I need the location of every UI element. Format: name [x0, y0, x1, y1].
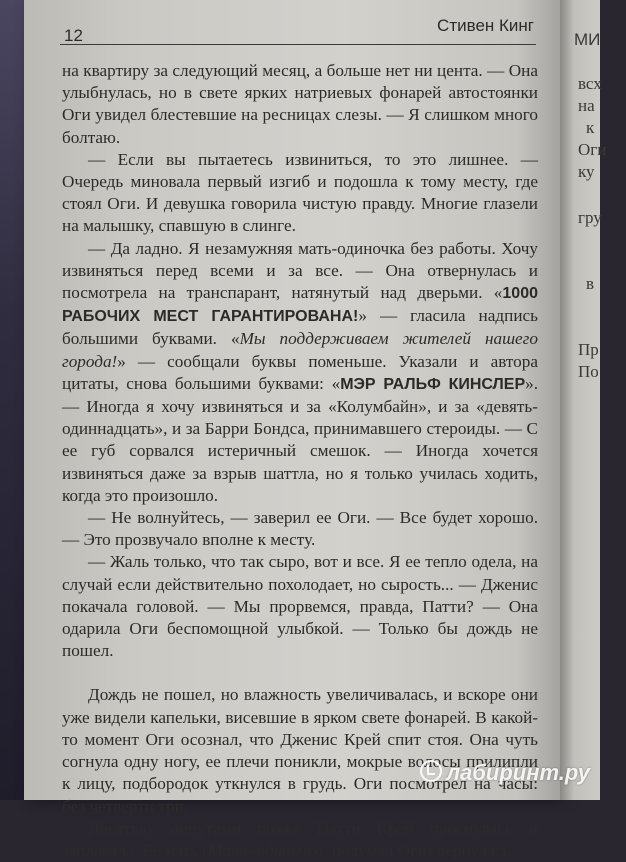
adjacent-line: Пр: [578, 340, 599, 359]
adjacent-page-heading: МИ: [574, 30, 601, 49]
watermark-text: лабиринт.ру: [446, 760, 590, 785]
italic-phrase: Мать-одиночка: [208, 840, 324, 860]
banner-subtext: Мы поддерживаем жителей нашего города!: [62, 329, 538, 371]
paragraph-3-text-g: ». — Иногда я хочу извиняться и за «Колумбайн», и за «девять-одиннадцать», и за Барри Бондса, принимавшего стероиды. — С ее губ сорвался истеричный смешок. — Иногда хочется извиняться даже за взрыв шаттла, но я только училась ходить, когда это произошло.: [62, 373, 539, 505]
adjacent-line: гру: [578, 208, 602, 227]
body-text: [62, 60, 538, 862]
mayor-name: МЭР РАЛЬФ КИНСЛЕР: [340, 375, 526, 393]
paragraph-3: [62, 238, 538, 507]
paragraph-3-text-c: » — гласила надпись большими буквами. «: [62, 306, 538, 349]
watermark: [420, 760, 590, 786]
paragraph-6: Дождь не пошел, но влажность увеличивалась, и вскоре они уже видели капельки, висевшие в ярком свете фонарей. В какой-то момент Оги осознал, что Дженис Крей спит стоя. Она чуть согнула одну ногу, ее плечи поникли, мокрые волосы прилипли к лицу, подбородок уткнулся в грудь. Оги посмотрел на часы: без четверти три.: [62, 685, 538, 816]
paragraph-5: — Жаль только, что так сыро, вот и все. Я ее тепло одела, на случай если действительно похолодает, но сырость... — Дженис покачала головой. — Мы прорвемся, правда, Патти? — Она одарила Оги беспомощной улыбкой. — Только бы дождь не пошел.: [62, 552, 538, 661]
adjacent-line: в: [586, 274, 595, 293]
paragraph-7-text-a: Десятью минутами позже Патти Крей проснулась и заплакала. Ее мать (: [62, 818, 538, 860]
adjacent-line: ку: [578, 162, 595, 181]
adjacent-line: на: [578, 96, 595, 115]
adjacent-page: [560, 0, 607, 800]
paragraph-3-text-a: — Да ладно. Я незамужняя мать-одиночка без работы. Хочу извиняться перед всеми и за все. — Она отвернулась и посмотрела на транспарант, натянутый над дверьми. «: [62, 238, 538, 303]
paragraph-2: — Если вы пытаетесь извиниться, то это лишнее. — Очередь миновала первый изгиб и подошла к тому месту, где стоял Оги. И девушка говорила чистую правду. Многие глазели на малышку, спавшую в слинге.: [62, 149, 538, 236]
labirint-logo-icon: [420, 760, 442, 782]
running-head-author: Стивен Кинг: [437, 16, 534, 35]
paragraph-3-text-e: » — сообщали буквы поменьше. Указали и автора цитаты, снова большими буквами: «: [62, 351, 538, 393]
paragraph-7-text-c: , подумал Оги) дернулась,: [323, 840, 515, 860]
banner-text: 1000 РАБОЧИХ МЕСТ ГАРАНТИРОВАНА!: [62, 285, 538, 326]
paragraph-7: [62, 818, 538, 862]
adjacent-line: всх: [578, 74, 602, 93]
paragraph-4: — Не волнуйтесь, — заверил ее Оги. — Все будет хорошо. — Это прозвучало вполне к месту.: [62, 508, 538, 550]
adjacent-line: По: [578, 362, 599, 381]
adjacent-line: к: [586, 118, 595, 137]
book-page: [24, 0, 560, 860]
adjacent-line: Оги: [578, 140, 607, 159]
paragraph-1: на квартиру за следующий месяц, а больше нет ни цента. — Она улыбнулась, но в свете ярких натриевых фонарей автостоянки Оги увидел блестевшие на ресницах слезы. — Я слишком много болтаю.: [62, 61, 538, 147]
page-number: 12: [64, 26, 83, 45]
page-header: [60, 14, 536, 45]
